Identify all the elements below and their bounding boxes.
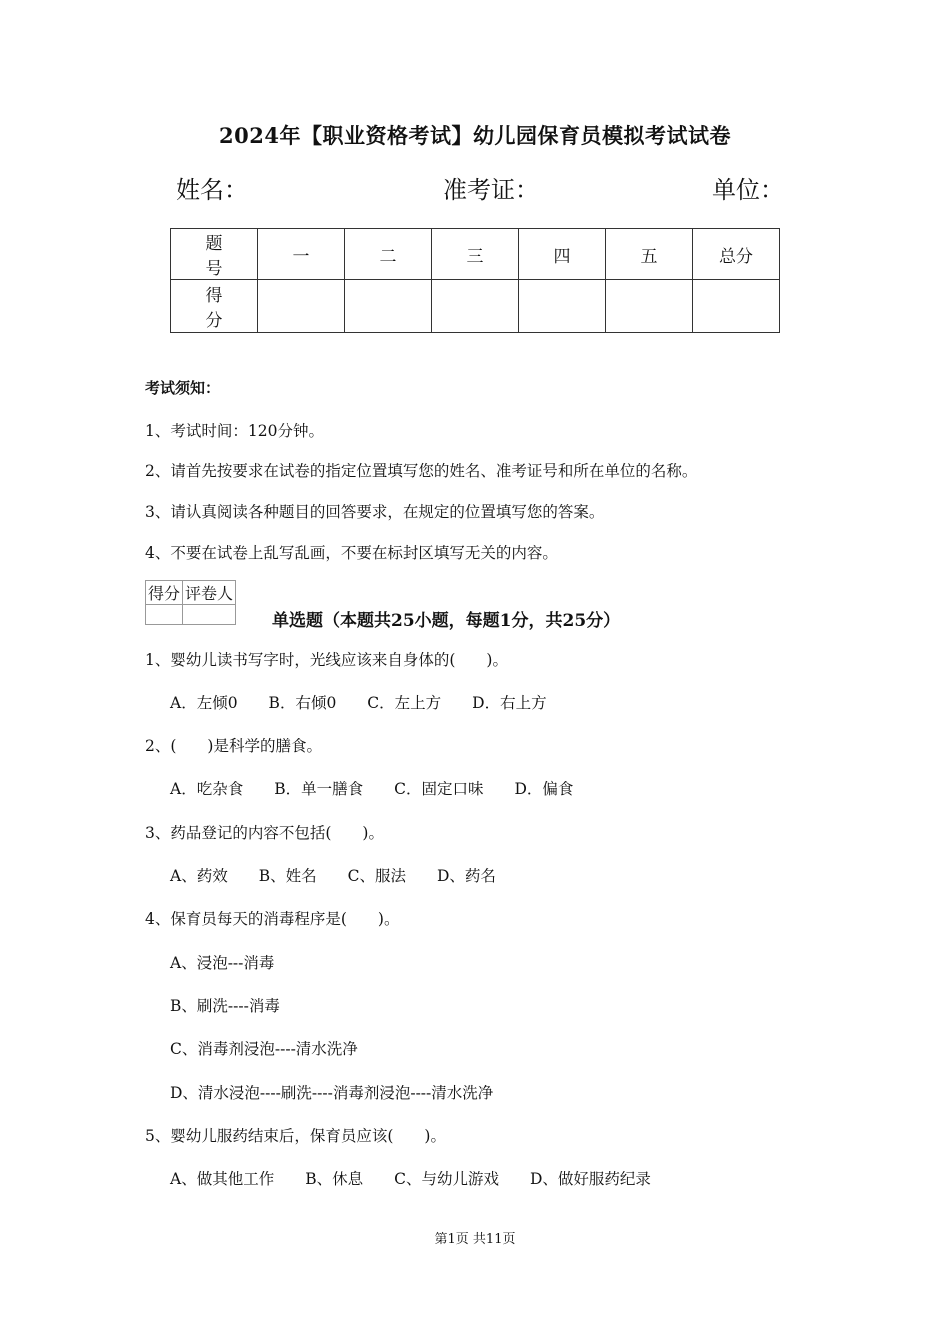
question-2-options: A．吃杂食 B．单一膳食 C．固定口味 D．偏食 — [170, 780, 574, 798]
score-cell-5[interactable] — [606, 280, 693, 333]
question-4: 4、保育员每天的消毒程序是( )。 — [145, 910, 400, 928]
score-table-header-row — [171, 229, 780, 280]
grader-box-score-cell[interactable] — [146, 605, 183, 625]
notice-item-2: 2、请首先按要求在试卷的指定位置填写您的姓名、准考证号和所在单位的名称。 — [145, 462, 698, 480]
score-table-score-row — [171, 280, 780, 333]
header-cell-3: 三 — [432, 229, 519, 280]
unit-field-label: 单位： — [712, 176, 784, 204]
question-2: 2、( )是科学的膳食。 — [145, 737, 322, 755]
grader-box-grader-label: 评卷人 — [183, 581, 236, 605]
grader-box-grader-cell[interactable] — [183, 605, 236, 625]
exam-number-field-label: 准考证： — [443, 176, 539, 204]
question-1-options: A．左倾0 B．右倾0 C．左上方 D．右上方 — [170, 694, 547, 712]
notice-item-1: 1、考试时间：120分钟。 — [145, 422, 324, 440]
score-cell-1[interactable] — [258, 280, 345, 333]
score-cell-2[interactable] — [345, 280, 432, 333]
question-1: 1、婴幼儿读书写字时，光线应该来自身体的( )。 — [145, 651, 508, 669]
question-4-option-a: A、浸泡---消毒 — [170, 954, 275, 972]
grader-box-score-label: 得分 — [146, 581, 183, 605]
notice-heading: 考试须知： — [145, 379, 221, 397]
page-footer: 第1页 共11页 — [434, 1232, 516, 1247]
score-row-label: 得 分 — [171, 280, 258, 333]
question-4-option-b: B、刷洗----消毒 — [170, 997, 280, 1015]
question-5: 5、婴幼儿服药结束后，保育员应该( )。 — [145, 1127, 446, 1145]
header-cell-2: 二 — [345, 229, 432, 280]
notice-item-4: 4、不要在试卷上乱写乱画，不要在标封区填写无关的内容。 — [145, 544, 558, 562]
header-cell-total: 总分 — [693, 229, 780, 280]
question-3: 3、药品登记的内容不包括( )。 — [145, 824, 384, 842]
score-cell-4[interactable] — [519, 280, 606, 333]
question-3-options: A、药效 B、姓名 C、服法 D、药名 — [170, 867, 496, 885]
grader-box — [145, 580, 236, 625]
header-cell-4: 四 — [519, 229, 606, 280]
header-cell-question-no: 题 号 — [171, 229, 258, 280]
header-cell-5: 五 — [606, 229, 693, 280]
header-cell-1: 一 — [258, 229, 345, 280]
question-4-option-d: D、清水浸泡----刷洗----消毒剂浸泡----清水洗净 — [170, 1084, 494, 1102]
score-table — [170, 228, 780, 333]
page-title: 2024年【职业资格考试】幼儿园保育员模拟考试试卷 — [219, 123, 731, 148]
question-4-option-c: C、消毒剂浸泡----清水洗净 — [170, 1040, 358, 1058]
notice-item-3: 3、请认真阅读各种题目的回答要求，在规定的位置填写您的答案。 — [145, 503, 605, 521]
score-cell-3[interactable] — [432, 280, 519, 333]
section-title: 单选题（本题共25小题，每题1分，共25分） — [272, 611, 621, 631]
question-5-options: A、做其他工作 B、休息 C、与幼儿游戏 D、做好服药纪录 — [170, 1170, 651, 1188]
score-cell-total[interactable] — [693, 280, 780, 333]
name-field-label: 姓名： — [176, 176, 248, 204]
